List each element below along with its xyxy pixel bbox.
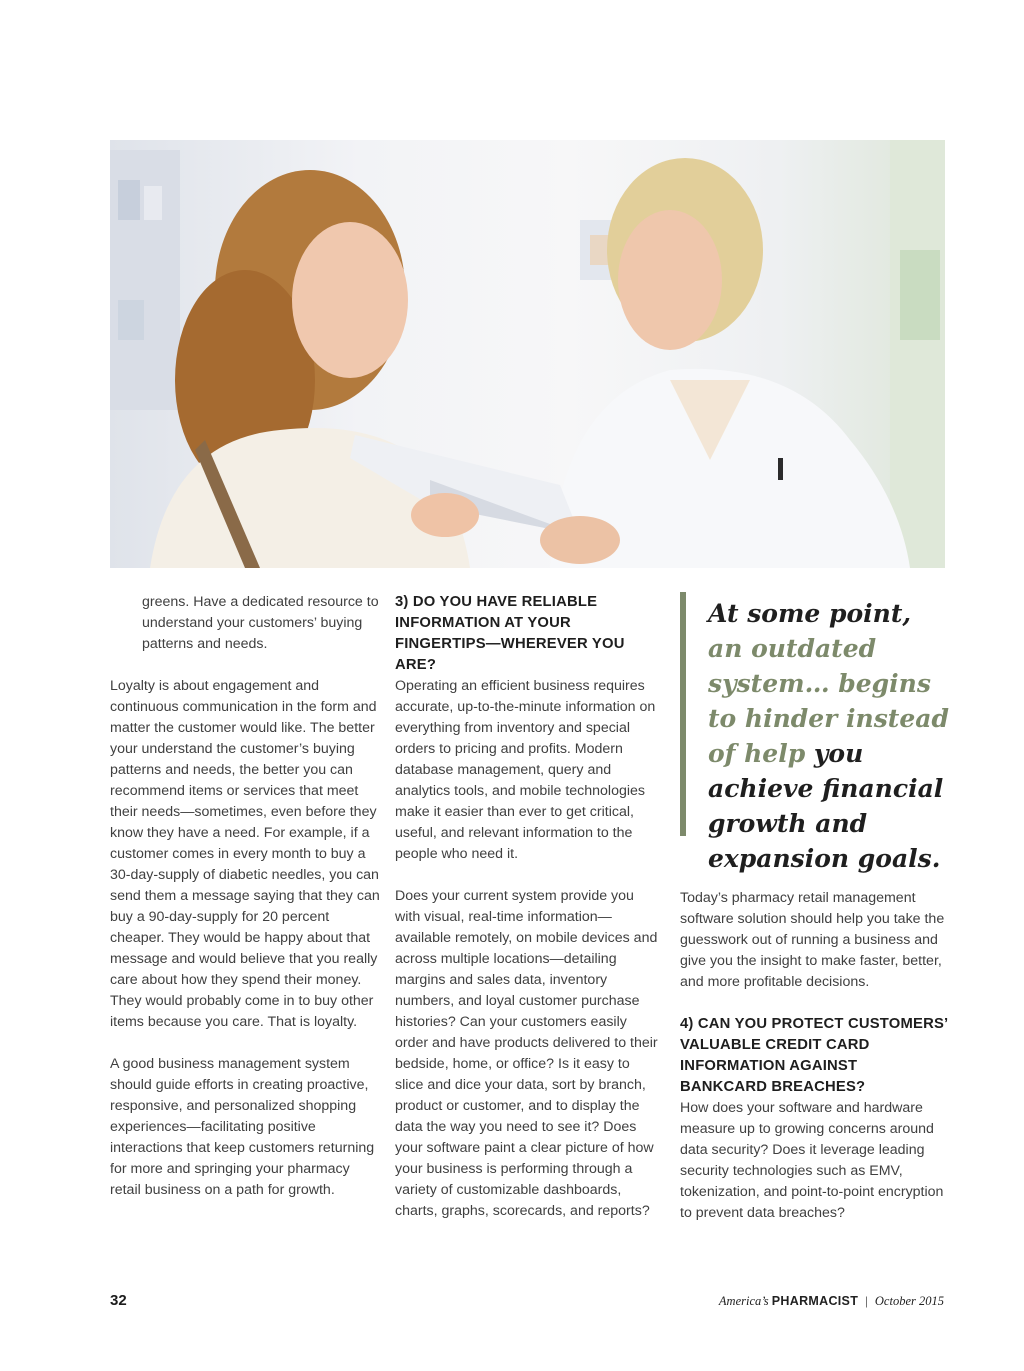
magazine-brand: PHARMACIST (771, 1294, 859, 1308)
efficient-business-paragraph: Operating an efficient business requires accurate, up-to-the-minute information on everything from inventory and special orders to pricing and profits. Modern database management, query and analytics tools, and mobile technologies make it easier than ever to get critical, useful, and relevant information to the people who need it. (395, 678, 656, 862)
column-3 (680, 888, 948, 1224)
software-solution-paragraph: Today’s pharmacy retail management software solution should help you take the guesswork out of running a business and give you the insight to make faster, better, and more profitable decisions. (680, 890, 945, 990)
pharmacist-customer-illustration (110, 140, 945, 568)
page-number: 32 (110, 1292, 127, 1309)
pull-quote-accent: an outdated system… begins to hinder instead of help (708, 634, 949, 768)
article-photo (110, 140, 945, 568)
pull-quote-part1: At some point, (708, 599, 912, 628)
issue-date: October 2015 (874, 1294, 944, 1308)
real-time-info-paragraph: Does your current system provide you with visual, real-time information—available remotely, on mobile devices and across multiple locations—detailing margins and sales data, inventory numbers, and loyal customer purchase histories? Can your customers easily order and have products delivered to their bedside, home, or office? Is it easy to slice and dice your data, sort by branch, product or customer, and to display the data the way you need to see it? Does your software paint a clear picture of how your business is performing through a variety of customizable dashboards, charts, graphs, scorecards, and reports? (395, 888, 658, 1219)
column-2 (395, 592, 661, 1222)
magazine-name: America’s (718, 1294, 769, 1308)
pull-quote (680, 592, 950, 873)
continued-paragraph: greens. Have a dedicated resource to understand your customers’ buying patterns and needs. (142, 594, 379, 652)
loyalty-paragraph: Loyalty is about engagement and continuous communication in the form and matter the customer would like. The better your understand the customer’s buying patterns and needs, the better you can recommend items or services that meet their needs—sometimes, even before they know they have a need. For example, if a customer comes in every month to buy a 30-day-supply of diabetic needles, you can send them a message saying that they can buy a 90-day-supply for 20 percent cheaper. They would be happy about that message and would believe that you really care about how they spend their money. They would probably come in to buy other items because you care. That is loyalty. (110, 678, 380, 1030)
section-4-heading: 4) CAN YOU PROTECT CUSTOMERS’ VALUABLE CREDIT CARD INFORMATION AGAINST BANKCARD BREACHES? (680, 1016, 948, 1095)
footer-separator: | (865, 1294, 868, 1308)
running-footer (719, 1294, 944, 1309)
column-1 (110, 592, 380, 1201)
data-security-paragraph: How does your software and hardware measure up to growing concerns around data security? Does it leverage leading security technologies such as EMV, tokenization, and point-to-point encryption to prevent data breaches? (680, 1100, 944, 1221)
pull-quote-part2: you achieve financial growth and expansion goals. (708, 739, 944, 873)
pull-quote-text (708, 592, 950, 876)
business-system-paragraph: A good business management system should guide efforts in creating proactive, responsive, and personalized shopping experiences—facilitating positive interactions that keep customers returning for more and springing your pharmacy retail business on a path for growth. (110, 1056, 375, 1198)
section-3-heading: 3) DO YOU HAVE RELIABLE INFORMATION AT YOUR FINGERTIPS—WHEREVER YOU ARE? (395, 594, 625, 673)
